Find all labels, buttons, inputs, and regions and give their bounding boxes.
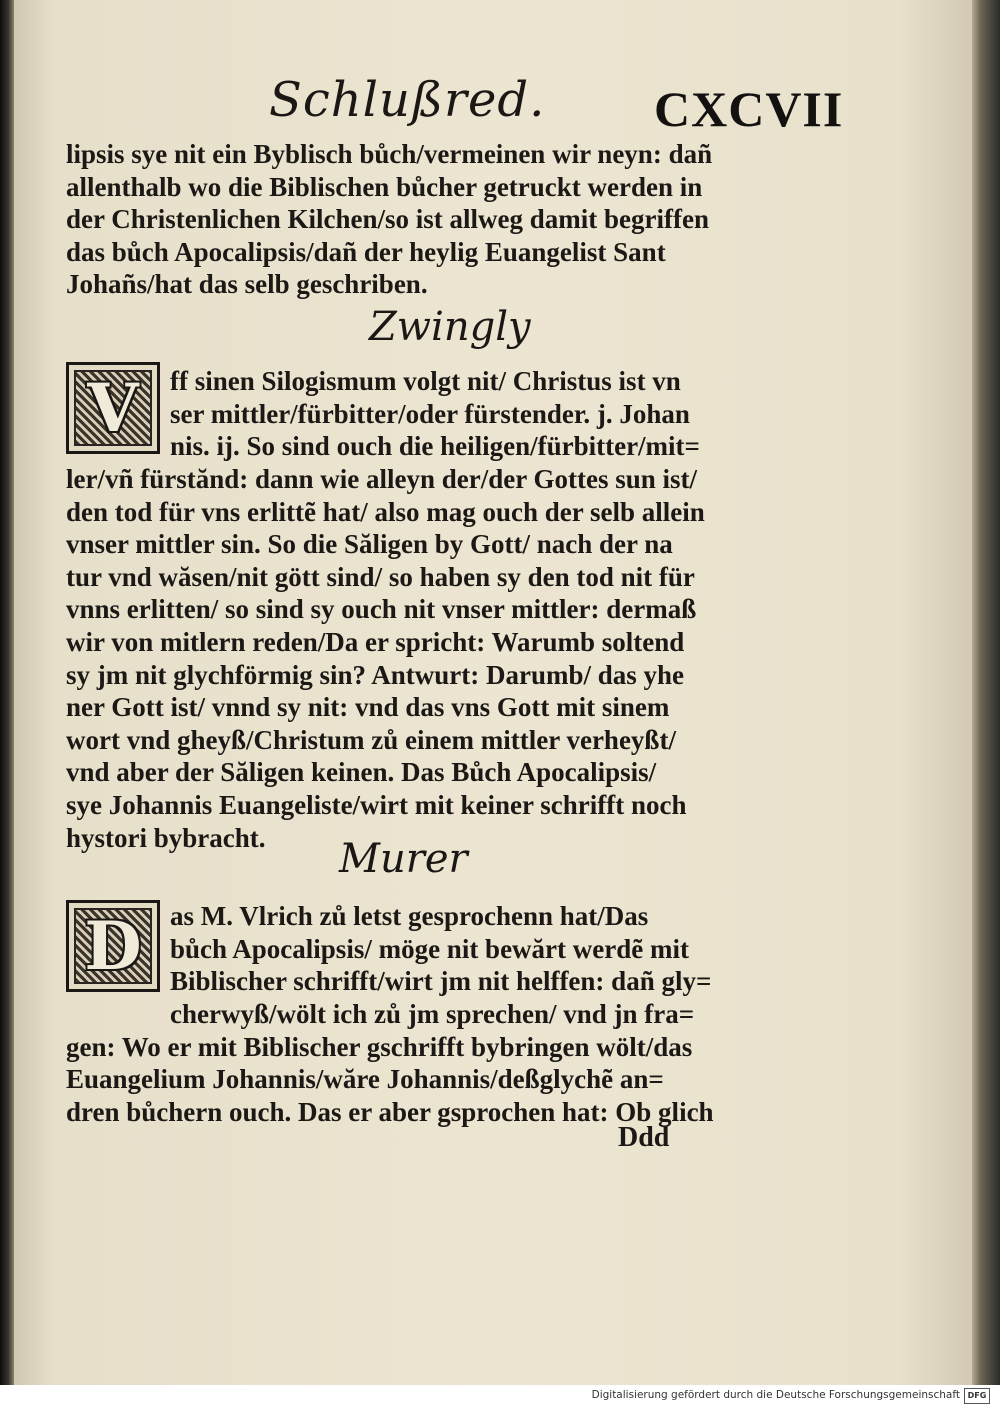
text-line: der Christenlichen Kilchen/so ist allweg damit begriffen	[66, 204, 709, 235]
text-line: nis. ij. So sind ouch die heiligen/fürbitter/mit=	[170, 431, 700, 462]
text-line: vnd aber der Săligen keinen. Das Bůch Apocalipsis/	[66, 757, 657, 788]
text-line: sye Johannis Euangeliste/wirt mit keiner schrifft noch	[66, 789, 687, 820]
text-line: Biblischer schrifft/wirt jm nit helffen: dañ gly=	[170, 966, 712, 997]
speaker-heading-zwingly: Zwingly	[369, 304, 531, 350]
text-block-murer-indented	[170, 900, 770, 998]
decorated-initial-v	[66, 362, 160, 454]
text-line: das bůch Apocalipsis/dañ der heylig Euangelist Sant	[66, 236, 666, 267]
text-line: ner Gott ist/ vnnd sy nit: vnd das vns Gott mit sinem	[66, 692, 670, 723]
footer-bar	[0, 1385, 1000, 1407]
text-line: hystori bybracht.	[66, 822, 266, 853]
text-line: lipsis sye nit ein Byblisch bůch/vermeinen wir neyn: dañ	[66, 139, 713, 169]
dfg-logo: DFG	[964, 1388, 990, 1404]
text-line: sy jm nit glychförmig sin? Antwurt: Darumb/ das yhe	[66, 659, 685, 690]
text-line: tur vnd wăsen/nit gött sind/ so haben sy den tod nit für	[66, 561, 695, 592]
text-line: allenthalb wo die Biblischen bůcher getruckt werden in	[66, 171, 703, 202]
text-line: gen: Wo er mit Biblischer gschrifft bybringen wölt/das	[66, 1031, 693, 1062]
text-line: dren bůchern ouch. Das er aber gsprochen hat: Ob glich	[66, 1096, 714, 1127]
text-line: vnns erlitten/ so sind sy ouch nit vnser mittler: dermaß	[66, 594, 697, 625]
text-line: wort vnd gheyß/Christum zů einem mittler verheyßt/	[66, 724, 676, 755]
book-page	[14, 0, 974, 1385]
scan-edge-left	[0, 0, 14, 1385]
running-head: Schlußred.	[269, 72, 546, 128]
text-line: ser mittler/fürbitter/oder fürstender. j. Johan	[170, 398, 690, 429]
text-line: as M. Vlrich zů letst gesprochenn hat/Das	[170, 901, 649, 931]
scan-edge-right	[972, 0, 1000, 1385]
text-line: ler/vñ fürstănd: dann wie alleyn der/der Gottes sun ist/	[66, 464, 698, 494]
text-line: ff sinen Silogismum volgt nit/ Christus ist vn	[170, 366, 681, 396]
initial-letter: D	[84, 907, 142, 985]
signature-mark: Ddd	[618, 1122, 670, 1153]
text-line: den tod für vns erlittẽ hat/ also mag ouch der selb allein	[66, 496, 705, 527]
initial-letter: V	[87, 369, 139, 447]
text-block-zwingly-indented	[170, 365, 770, 463]
text-line: bůch Apocalipsis/ möge nit bewărt werdẽ mit	[170, 933, 689, 964]
text-block-zwingly	[66, 463, 761, 854]
text-line: Euangelium Johannis/wăre Johannis/deßglychẽ an=	[66, 1064, 664, 1095]
text-line: cherwyß/wölt ich zů jm sprechen/ vnd jn fra=	[170, 999, 695, 1029]
text-block-intro	[66, 138, 761, 301]
text-line: vnser mittler sin. So die Săligen by Gott/ nach der na	[66, 529, 673, 560]
speaker-heading-murer: Murer	[339, 836, 468, 882]
decorated-initial-d	[66, 900, 160, 992]
text-block-murer	[66, 998, 761, 1128]
text-line: Johañs/hat das selb geschriben.	[66, 269, 428, 300]
text-line: wir von mitlern reden/Da er spricht: Warumb soltend	[66, 626, 685, 657]
funding-credit: Digitalisierung gefördert durch die Deutsche Forschungsgemeinschaft	[591, 1389, 960, 1401]
folio-number: CXCVII	[654, 81, 844, 137]
